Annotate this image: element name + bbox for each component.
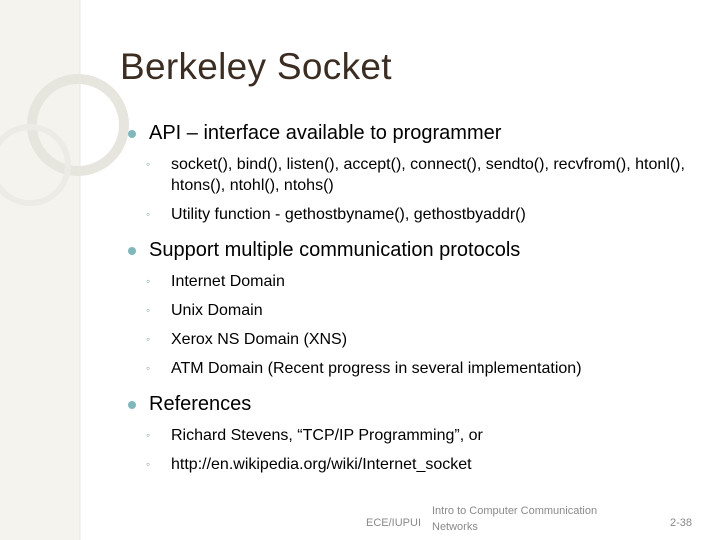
slide-title: Berkeley Socket — [120, 46, 392, 87]
subitem-stevens-reference — [128, 425, 698, 446]
footer-course: Intro to Computer Communication Networks — [432, 505, 598, 533]
subitem-internet-domain — [128, 271, 698, 292]
circle-bullet-icon: ◦ — [146, 157, 151, 171]
footer-org: ECE/IUPUI — [366, 517, 422, 529]
bullet-api-subitems — [128, 154, 698, 225]
bullet-references-subitems — [128, 425, 698, 475]
subitem-text[interactable]: http://en.wikipedia.org/wiki/Internet_socket — [171, 456, 472, 473]
circle-bullet-icon: ◦ — [146, 332, 151, 346]
circle-bullet-icon: ◦ — [146, 207, 151, 221]
footer-page-number: 2-38 — [670, 517, 693, 529]
circle-bullet-icon: ◦ — [146, 457, 151, 471]
subitem-xns-domain — [128, 329, 698, 350]
circle-bullet-icon: ◦ — [146, 361, 151, 375]
slide-content — [128, 120, 698, 483]
subitem-socket-functions — [128, 154, 698, 196]
slide-sidebar — [0, 0, 80, 540]
subitem-unix-domain — [128, 300, 698, 321]
circle-bullet-icon: ◦ — [146, 303, 151, 317]
bullet-references: References — [128, 391, 698, 417]
circle-bullet-icon: ◦ — [146, 274, 151, 288]
subitem-text: Utility function - gethostbyname(), gethostbyaddr() — [171, 206, 526, 223]
subitem-text: ATM Domain (Recent progress in several implementation) — [171, 360, 582, 377]
subitem-text: Internet Domain — [171, 273, 285, 290]
subitem-text: Xerox NS Domain (XNS) — [171, 331, 348, 348]
subitem-utility-functions — [128, 204, 698, 225]
bullet-protocols-subitems — [128, 271, 698, 379]
subitem-atm-domain — [128, 358, 698, 379]
subitem-text: socket(), bind(), listen(), accept(), connect(), sendto(), recvfrom(), htonl(), htons(), ntohl(), ntohs() — [171, 156, 685, 194]
bullet-protocols: Support multiple communication protocols — [128, 237, 698, 263]
subitem-text: Unix Domain — [171, 302, 263, 319]
subitem-text: Richard Stevens, “TCP/IP Programming”, or — [171, 427, 483, 444]
subitem-wikipedia-link[interactable] — [128, 454, 698, 475]
bullet-api: API – interface available to programmer — [128, 120, 698, 146]
circle-bullet-icon: ◦ — [146, 428, 151, 442]
